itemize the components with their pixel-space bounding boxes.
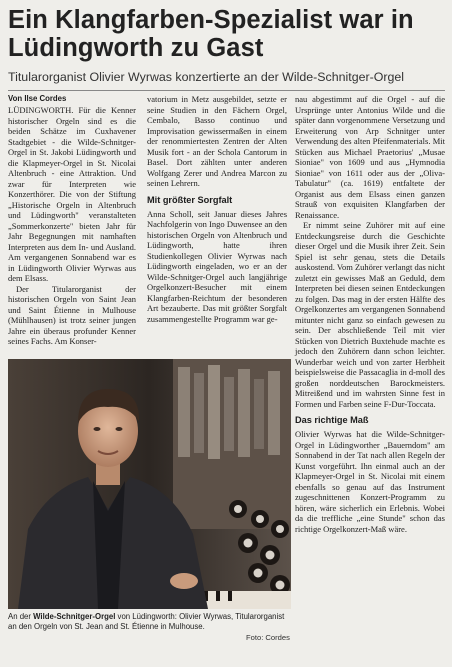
headline: Ein Klangfarben-Spezialist war in Lüdingworth zu Gast — [8, 6, 414, 62]
caption-text: von Lüdingworth: Olivier Wyrwas, Titularorganist an den Orgeln von St. Jean and St. Étienne in Mulhouse. — [8, 612, 285, 631]
byline: Von Ilse Cordes — [8, 94, 67, 103]
article-column-1 — [8, 94, 136, 347]
subheading: Mit größter Sorgfalt — [147, 194, 233, 205]
photo-credit: Foto: Cordes — [246, 633, 290, 642]
paragraph: Er nimmt seine Zuhörer mit auf eine Entdeckungsreise durch die Geschichte dieser Orgel und die Musik ihrer Zeit. Sein Spiel ist sehr genau, stets die Details auskostend. Vom Zuhörer verlangt das nicht zuletzt ein gewisses Maß an Geduld, dem Interpreten bei diesen seinen Entdeckungen zu folgen. Das mag in der ersten Hälfte des Orgelkonzertes am vergangenen Sonnabend mitunter nicht ganz so einfach gewesen zu sein. Der abschließende Teil mit vier Stücken von Dietrich Buxtehude machte es jedoch den Zuhörern dann schon leichter. Wunderbar weich und von zarter Herbheit beispielsweise die Passacaglia in d-moll des großen norddeutschen Barockmeisters. Mitreißend und im wahrsten Sinne fest in Formen und Farben seine F-Dur-Toccata. — [295, 220, 445, 409]
subheading: Das richtige Maß — [295, 415, 369, 425]
paragraph: Anna Scholl, seit Januar dieses Jahres Nachfolgerin von Ingo Duwensee an den historischen Orgeln von Altenbruch und Lüdingworth, hatte ihren Studienkollegen Olivier Wyrwas nach Lüdingworth eingeladen, wo er an der Wilde-Schnitger-Orgel auch langjährige Orgelkonzert-Besucher mit einem Klangfarben-Reichtum der besonderen Art bezauberte. Das mit größter Sorgfalt zusammengestellte Programm war ge- — [147, 208, 287, 324]
photo-caption — [8, 612, 291, 632]
paragraph: Olivier Wyrwas hat die Wilde-Schnitger-Orgel in Lüdingworther „Bauerndom" am Sonnabend in der Tat nach allen Regeln der Kunst vorgeführt. Ihn einmal auch an der Klapmeyer-Orgel in St. Nicolai mit einem ebenfalls so genau auf das Instrument zugeschnittenen Konzert-Programm zu hören, wäre sicherlich ein Erlebnis. Wobei da die treffliche „eine Stunde" schon das richtige Orgelkonzert-Maß wäre. — [295, 429, 445, 534]
paragraph: nau abgestimmt auf die Orgel - auf die Ursprünge unter Antonius Wilde und die später dann vorgenommene Versetzung und Erweiterung von Arp Schnitger unter Verwendung des alten Pfeifenmaterials. Mit Stücken aus Michael Praetorius' „Musae Sioniae" von 1609 und aus „Hymnodia Sioniae" von 1611 oder aus der „Oliva-Tabulatur" (ca. 1619) entfaltete der Organist aus dem Elsass einen ganzen Strauß von exquisiten Klangfarben der Renaissance. — [295, 94, 445, 220]
article-column-3 — [295, 94, 445, 534]
organist-photo — [8, 359, 291, 609]
paragraph: LÜDINGWORTH. Für die Kenner historischer Orgeln sind es die beiden Schätze im Cuxhavener Stadtgebiet - die Wilde-Schnitger-Orgel in St. Jakobi Lüdingworth und die Klapmeyer-Orgel in St. Nicolai Altenbruch - eine Attraktion. Und zwar für Interpreten wie Konzerthörer. Die von der Stiftung „Historische Orgeln in Altenbruch und Lüdingworth" veranstalteten „Sommerkonzerte" bieten Jahr für Jahr Begegnungen mit namhaften Interpreten aus dem In- und Ausland. Am vergangenen Sonnabend war es in Lüdingworth Olivier Wyrwas aus dem Elsass. — [8, 105, 136, 283]
caption-organ-name: Wilde-Schnitger-Orgel — [33, 612, 116, 621]
header-rule — [8, 90, 445, 91]
caption-lead: An der — [8, 612, 34, 621]
paragraph: vatorium in Metz ausgebildet, setzte er seine Studien in den Fächern Orgel, Cembalo, Basso continuo und Improvisation gewissermaßen in einem der renommiertesten Zentren der Alten Musik fort - an der Schola Cantorum in Basel. Dort zählten unter anderen Wolfgang Zerer und Andrea Marcon zu seinen Lehrern. — [147, 94, 287, 188]
article-column-2 — [147, 94, 287, 324]
subheadline: Titularorganist Olivier Wyrwas konzertierte an der Wilde-Schnitger-Orgel — [8, 70, 405, 84]
paragraph: Der Titularorganist der historischen Orgeln von Saint Jean und Saint Étienne in Mulhouse (Mühlhausen) ist trotz seiner jungen Jahre ein überaus profunder Kenner seines Fachs. Am Konser- — [8, 283, 136, 346]
